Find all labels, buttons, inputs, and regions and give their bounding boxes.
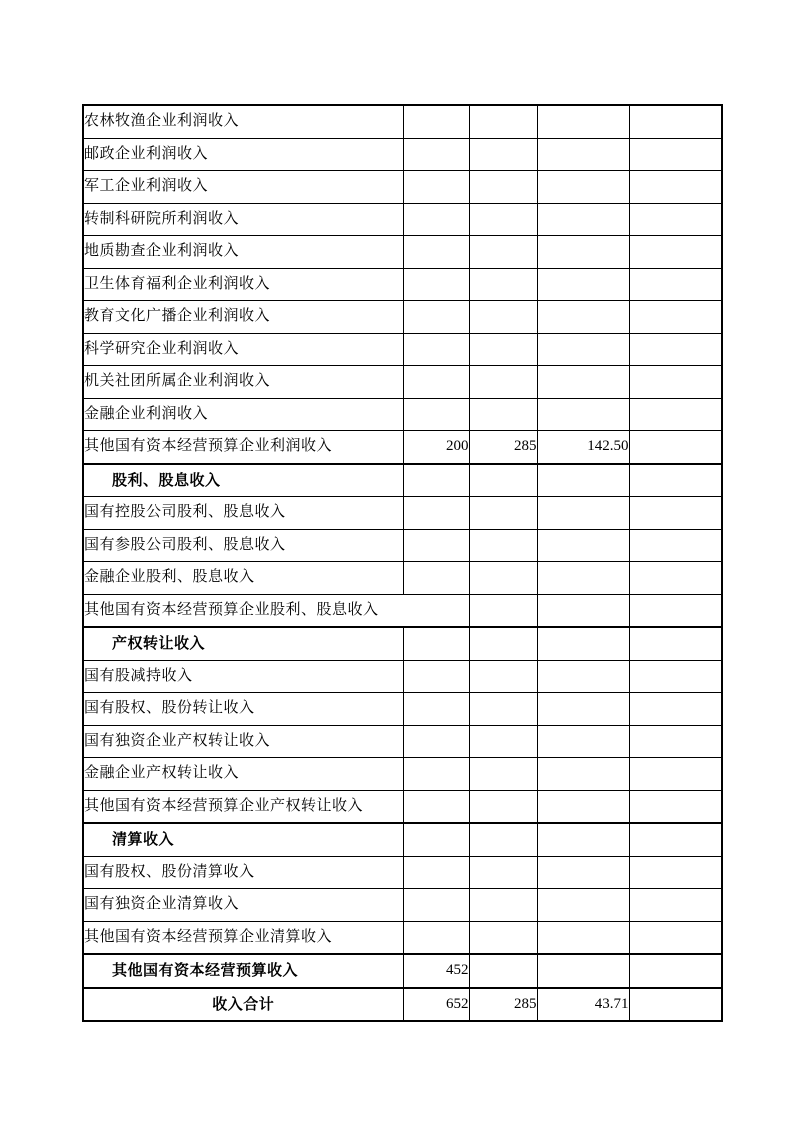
value-cell: [537, 203, 629, 236]
value-cell: [629, 758, 722, 791]
value-cell: [403, 236, 469, 269]
table-row: [83, 268, 722, 301]
row-label: 转制科研院所利润收入: [83, 203, 403, 236]
row-label-total: 收入合计: [83, 988, 403, 1022]
value-cell: [537, 333, 629, 366]
table-row-total: [83, 988, 722, 1022]
row-label: 其他国有资本经营预算收入: [83, 954, 403, 988]
value-cell: [469, 921, 537, 954]
value-cell: [537, 464, 629, 497]
value-cell: [537, 301, 629, 334]
value-cell: [469, 171, 537, 204]
value-cell: [537, 529, 629, 562]
row-label: 其他国有资本经营预算企业股利、股息收入: [83, 594, 469, 627]
value-cell: [403, 856, 469, 889]
row-label: 其他国有资本经营预算企业产权转让收入: [83, 790, 403, 823]
row-label: 国有参股公司股利、股息收入: [83, 529, 403, 562]
value-cell: [469, 398, 537, 431]
table-row: [83, 301, 722, 334]
value-cell: [403, 529, 469, 562]
value-cell: [403, 627, 469, 660]
value-cell: [629, 171, 722, 204]
table-row: [83, 856, 722, 889]
value-cell: [537, 171, 629, 204]
value-cell: [469, 693, 537, 726]
value-cell: [469, 856, 537, 889]
value-cell: [537, 921, 629, 954]
value-cell: [629, 954, 722, 988]
table-row-section: [83, 954, 722, 988]
value-cell: [403, 366, 469, 399]
row-label: 国有股权、股份转让收入: [83, 693, 403, 726]
value-cell: [537, 268, 629, 301]
value-cell: [537, 627, 629, 660]
value-cell: [629, 660, 722, 693]
row-label: 其他国有资本经营预算企业利润收入: [83, 431, 403, 464]
value-cell: [403, 725, 469, 758]
row-label: 其他国有资本经营预算企业清算收入: [83, 921, 403, 954]
table-row: [83, 398, 722, 431]
row-label: 产权转让收入: [83, 627, 403, 660]
value-cell: [403, 203, 469, 236]
value-cell: [537, 105, 629, 138]
value-cell: [403, 921, 469, 954]
value-cell: [537, 562, 629, 595]
row-label: 科学研究企业利润收入: [83, 333, 403, 366]
value-cell: [629, 889, 722, 922]
value-cell: 200: [403, 431, 469, 464]
value-cell: [537, 889, 629, 922]
value-cell: [403, 301, 469, 334]
table-row: [83, 725, 722, 758]
table-row: [83, 693, 722, 726]
table-row: [83, 203, 722, 236]
table-row: [83, 171, 722, 204]
value-cell: [403, 497, 469, 530]
row-label: 国有股减持收入: [83, 660, 403, 693]
value-cell: [537, 236, 629, 269]
value-cell: [629, 366, 722, 399]
value-cell: [403, 660, 469, 693]
value-cell: [629, 301, 722, 334]
row-label: 地质勘查企业利润收入: [83, 236, 403, 269]
row-label: 国有独资企业产权转让收入: [83, 725, 403, 758]
row-label: 金融企业产权转让收入: [83, 758, 403, 791]
value-cell: [469, 301, 537, 334]
value-cell: [629, 138, 722, 171]
value-cell: [403, 171, 469, 204]
value-cell: [469, 203, 537, 236]
table-row: [83, 366, 722, 399]
value-cell: [537, 594, 629, 627]
value-cell: [403, 268, 469, 301]
value-cell: [469, 758, 537, 791]
value-cell: [403, 398, 469, 431]
value-cell: [469, 333, 537, 366]
table-row: [83, 562, 722, 595]
value-cell: [537, 856, 629, 889]
row-label: 卫生体育福利企业利润收入: [83, 268, 403, 301]
value-cell: [629, 856, 722, 889]
table-row: [83, 333, 722, 366]
value-cell: [537, 954, 629, 988]
value-cell: [403, 758, 469, 791]
value-cell: [403, 790, 469, 823]
value-cell: [537, 725, 629, 758]
value-cell: [629, 268, 722, 301]
value-cell: [629, 921, 722, 954]
value-cell: [469, 138, 537, 171]
value-cell: [469, 236, 537, 269]
value-cell: [629, 627, 722, 660]
value-cell: [403, 333, 469, 366]
value-cell: [403, 464, 469, 497]
value-cell: [469, 725, 537, 758]
value-cell: 652: [403, 988, 469, 1022]
row-label: 国有股权、股份清算收入: [83, 856, 403, 889]
row-label: 金融企业利润收入: [83, 398, 403, 431]
row-label: 国有控股公司股利、股息收入: [83, 497, 403, 530]
value-cell: [537, 758, 629, 791]
table-row-section: [83, 627, 722, 660]
table-row: [83, 236, 722, 269]
table-row: [83, 921, 722, 954]
table-row: [83, 660, 722, 693]
value-cell: [537, 823, 629, 856]
table-row: [83, 105, 722, 138]
table-row: [83, 431, 722, 464]
value-cell: [469, 562, 537, 595]
value-cell: [537, 660, 629, 693]
value-cell: [629, 790, 722, 823]
row-label: 清算收入: [83, 823, 403, 856]
value-cell: [469, 529, 537, 562]
value-cell: [537, 693, 629, 726]
value-cell: 285: [469, 988, 537, 1022]
table-row: [83, 497, 722, 530]
value-cell: [403, 823, 469, 856]
row-label: 机关社团所属企业利润收入: [83, 366, 403, 399]
row-label: 农林牧渔企业利润收入: [83, 105, 403, 138]
value-cell: [403, 562, 469, 595]
row-label: 股利、股息收入: [83, 464, 403, 497]
row-label: 金融企业股利、股息收入: [83, 562, 403, 595]
value-cell: [629, 497, 722, 530]
value-cell: [469, 954, 537, 988]
value-cell: [403, 105, 469, 138]
value-cell: [469, 823, 537, 856]
value-cell: [629, 529, 722, 562]
value-cell: [469, 889, 537, 922]
value-cell: [537, 398, 629, 431]
value-cell: [469, 105, 537, 138]
value-cell: 43.71: [537, 988, 629, 1022]
value-cell: [469, 497, 537, 530]
value-cell: [629, 105, 722, 138]
value-cell: [537, 497, 629, 530]
table-row: [83, 138, 722, 171]
table-row: [83, 758, 722, 791]
row-label: 邮政企业利润收入: [83, 138, 403, 171]
table-row-section: [83, 823, 722, 856]
value-cell: [629, 464, 722, 497]
table-row-merged-label: [83, 594, 722, 627]
value-cell: [469, 660, 537, 693]
value-cell: [403, 889, 469, 922]
value-cell: [629, 236, 722, 269]
table-row: [83, 889, 722, 922]
table-row: [83, 529, 722, 562]
value-cell: [469, 268, 537, 301]
value-cell: [469, 594, 537, 627]
table-row-section: [83, 464, 722, 497]
value-cell: [537, 366, 629, 399]
value-cell: [629, 725, 722, 758]
value-cell: [629, 333, 722, 366]
value-cell: [469, 790, 537, 823]
row-label: 教育文化广播企业利润收入: [83, 301, 403, 334]
value-cell: [469, 464, 537, 497]
budget-revenue-table: [82, 104, 723, 1022]
value-cell: [629, 398, 722, 431]
value-cell: [629, 823, 722, 856]
row-label: 军工企业利润收入: [83, 171, 403, 204]
value-cell: [403, 138, 469, 171]
value-cell: [403, 693, 469, 726]
row-label: 国有独资企业清算收入: [83, 889, 403, 922]
value-cell: [629, 203, 722, 236]
value-cell: [629, 594, 722, 627]
value-cell: 142.50: [537, 431, 629, 464]
table-row: [83, 790, 722, 823]
value-cell: [629, 431, 722, 464]
value-cell: [537, 138, 629, 171]
value-cell: [469, 366, 537, 399]
value-cell: 285: [469, 431, 537, 464]
value-cell: [537, 790, 629, 823]
value-cell: 452: [403, 954, 469, 988]
value-cell: [629, 988, 722, 1022]
value-cell: [469, 627, 537, 660]
value-cell: [629, 693, 722, 726]
value-cell: [629, 562, 722, 595]
